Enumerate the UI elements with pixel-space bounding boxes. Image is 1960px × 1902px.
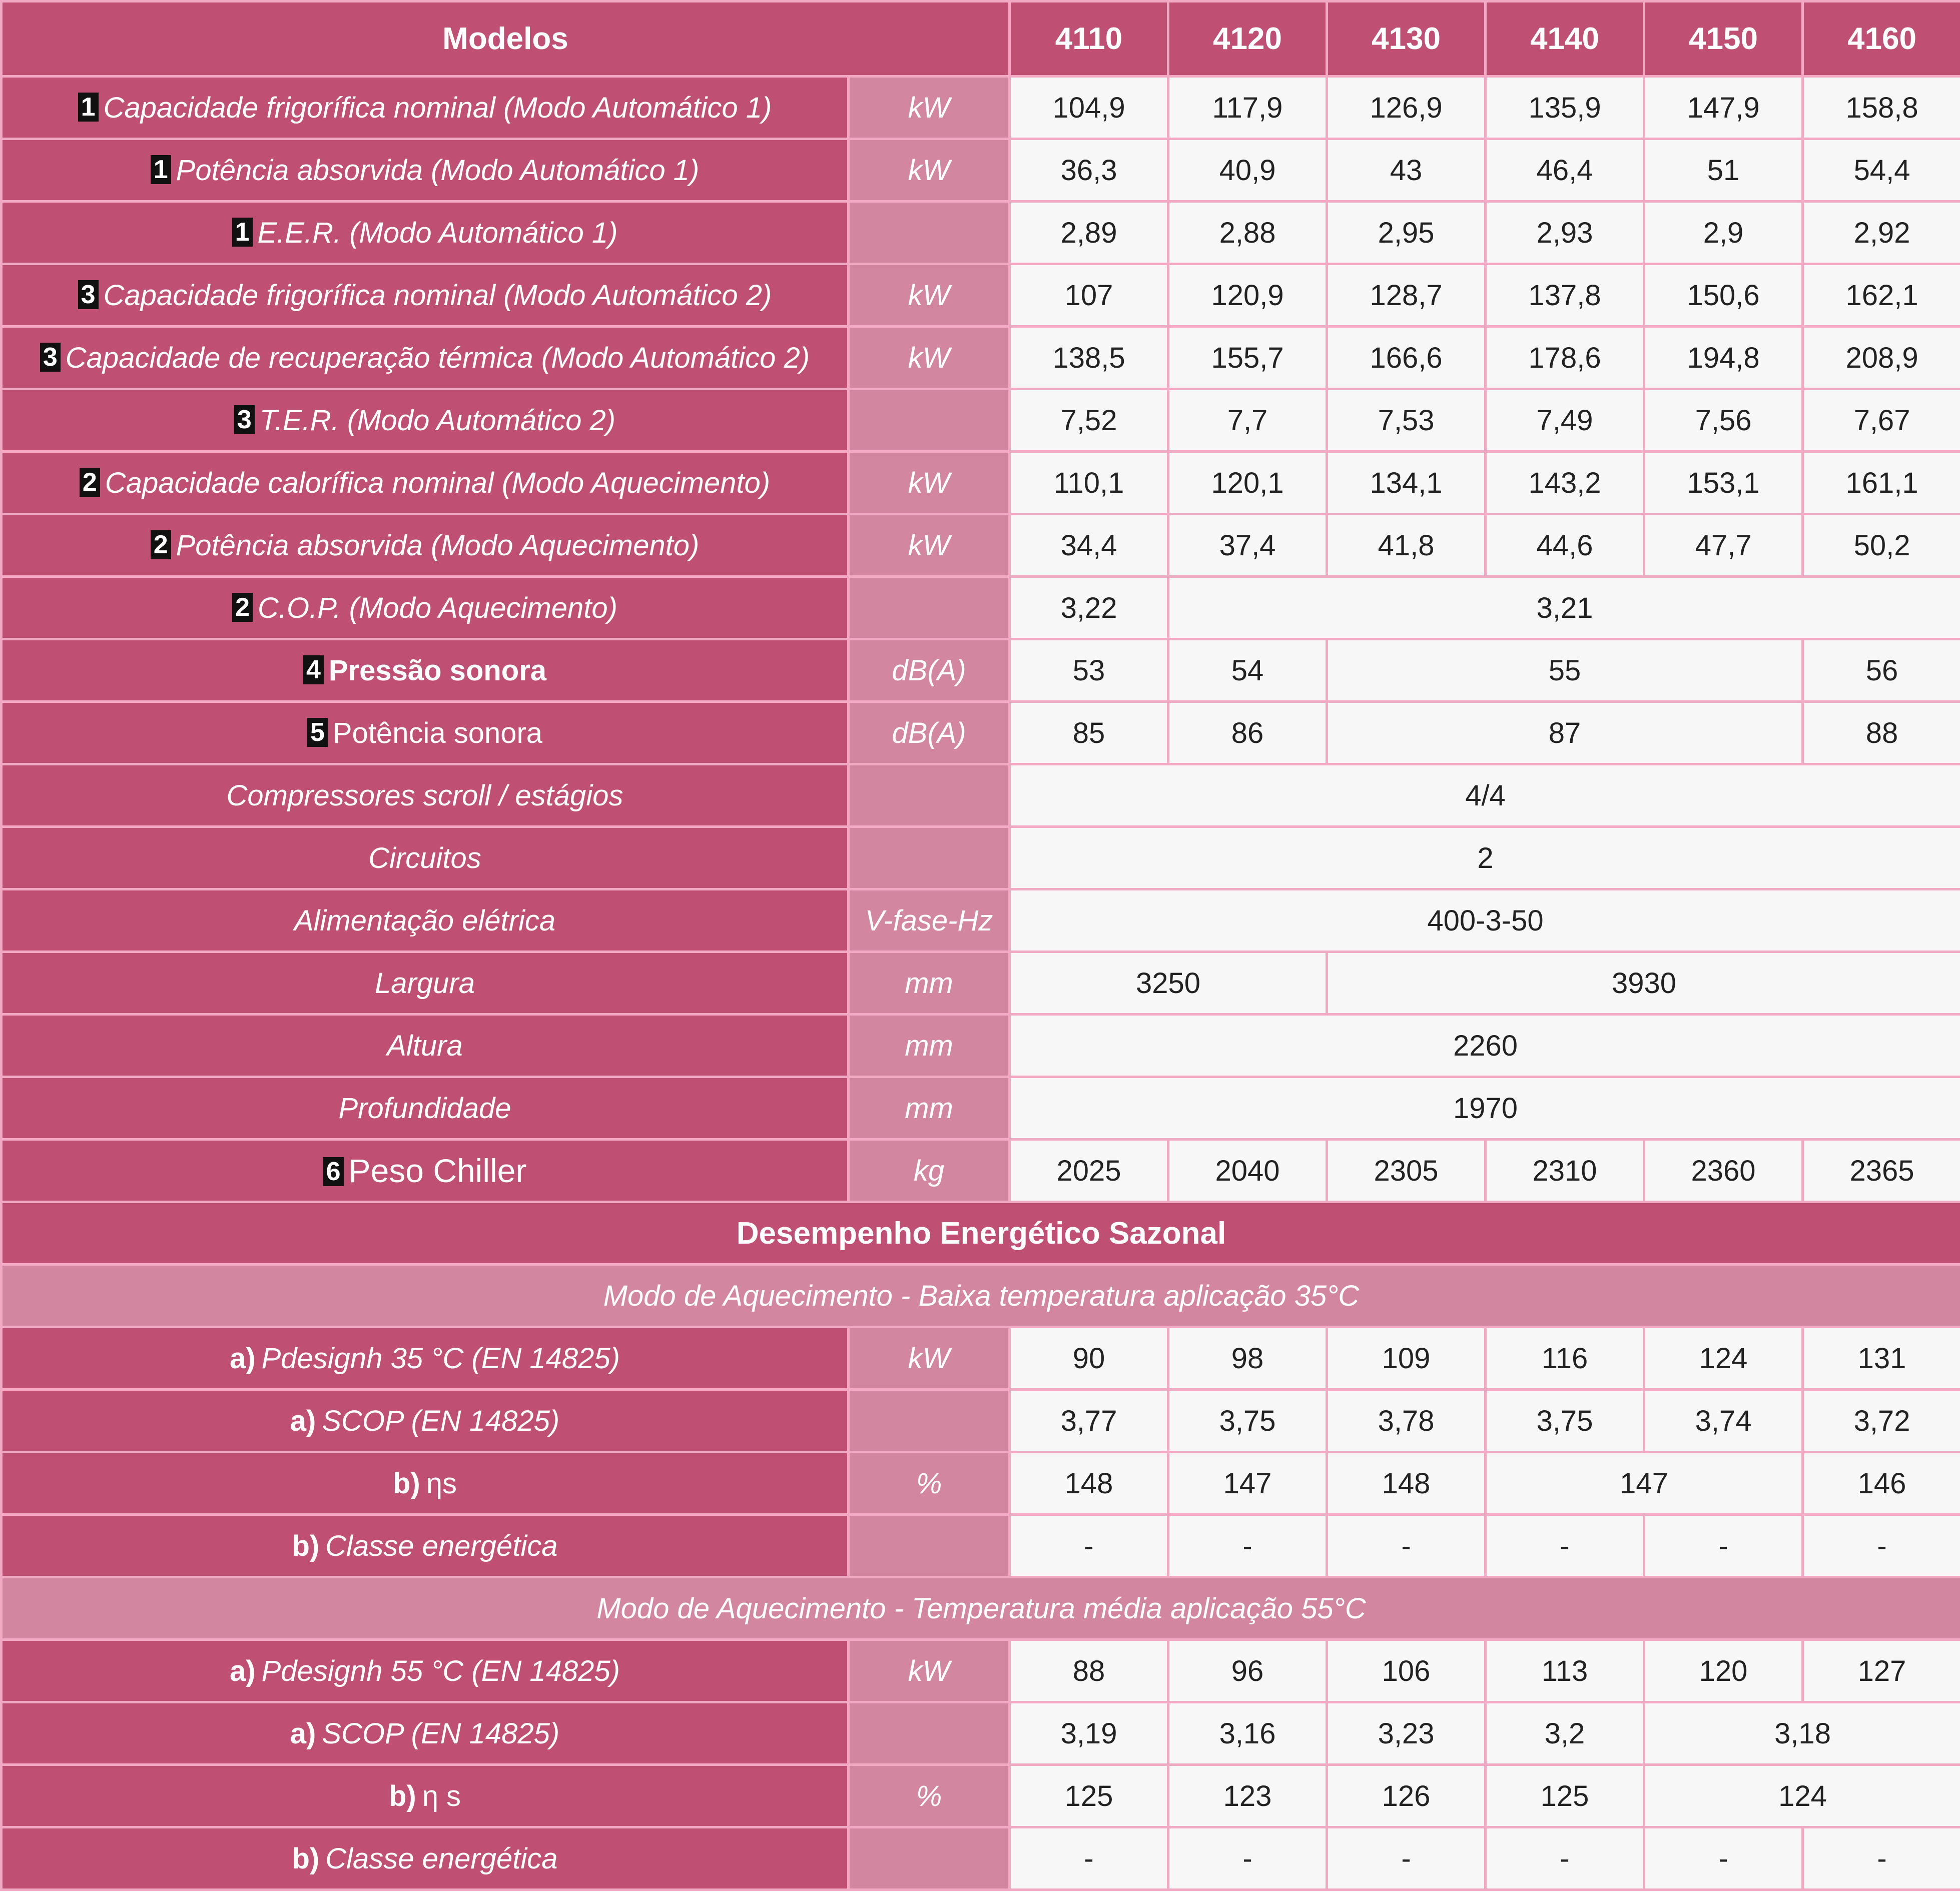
- value-cell: 147: [1168, 1452, 1327, 1515]
- row-label: [2, 1640, 849, 1702]
- value-cell: -: [1486, 1515, 1644, 1577]
- note-badge: 3: [234, 405, 255, 434]
- row-label: [2, 139, 849, 202]
- row-unit: [849, 764, 1010, 827]
- row-unit: mm: [849, 1015, 1010, 1077]
- value-cell: 85: [1010, 702, 1168, 764]
- value-cell: 110,1: [1010, 452, 1168, 514]
- row-label-text: C.O.P. (Modo Aquecimento): [258, 591, 617, 624]
- note-badge: 2: [80, 468, 100, 497]
- note-letter: b): [292, 1529, 320, 1562]
- value-cell: 43: [1327, 139, 1486, 202]
- table-row: [2, 514, 1960, 577]
- value-cell: 2310: [1486, 1140, 1644, 1202]
- row-label-text: Pdesignh 55 °C (EN 14825): [261, 1654, 620, 1687]
- row-label: [2, 1702, 849, 1765]
- value-cell: 2,92: [1803, 202, 1960, 264]
- value-cell: 54,4: [1803, 139, 1960, 202]
- row-label-text: Classe energética: [325, 1529, 558, 1562]
- row-label-text: ηs: [426, 1467, 457, 1500]
- models-header: Modelos: [2, 2, 1010, 77]
- value-cell: 106: [1327, 1640, 1486, 1702]
- row-label-text: Largura: [375, 967, 475, 1000]
- value-cell: 143,2: [1486, 452, 1644, 514]
- value-cell: -: [1168, 1827, 1327, 1890]
- value-cell: 128,7: [1327, 264, 1486, 327]
- table-row: [2, 452, 1960, 514]
- row-unit: dB(A): [849, 639, 1010, 702]
- table-row: [2, 1327, 1960, 1390]
- value-cell: 400-3-50: [1010, 889, 1960, 952]
- row-unit: kg: [849, 1140, 1010, 1202]
- value-cell: 3,23: [1327, 1702, 1486, 1765]
- value-cell: 3250: [1010, 952, 1327, 1015]
- value-cell: 208,9: [1803, 327, 1960, 389]
- value-cell: 41,8: [1327, 514, 1486, 577]
- note-letter: a): [290, 1404, 316, 1437]
- row-label: [2, 389, 849, 452]
- table-row: [2, 889, 1960, 952]
- row-label-text: Potência absorvida (Modo Automático 1): [176, 154, 700, 187]
- value-cell: -: [1486, 1827, 1644, 1890]
- value-cell: 7,56: [1644, 389, 1803, 452]
- value-cell: 4/4: [1010, 764, 1960, 827]
- value-cell: 120,9: [1168, 264, 1327, 327]
- model-header: 4160: [1803, 2, 1960, 77]
- row-label: [2, 1452, 849, 1515]
- table-row: [2, 1140, 1960, 1202]
- value-cell: 3,16: [1168, 1702, 1327, 1765]
- note-letter: b): [392, 1467, 420, 1500]
- value-cell: -: [1803, 1515, 1960, 1577]
- row-label-text: Circuitos: [368, 841, 481, 874]
- note-badge: 4: [303, 655, 324, 684]
- row-label-text: Pressão sonora: [328, 654, 547, 687]
- row-label-text: Altura: [387, 1029, 463, 1062]
- value-cell: 36,3: [1010, 139, 1168, 202]
- row-label: [2, 1015, 849, 1077]
- note-letter: a): [290, 1717, 316, 1750]
- row-label: [2, 577, 849, 639]
- row-unit: dB(A): [849, 702, 1010, 764]
- value-cell: 155,7: [1168, 327, 1327, 389]
- value-cell: 162,1: [1803, 264, 1960, 327]
- value-cell: 50,2: [1803, 514, 1960, 577]
- row-label: [2, 639, 849, 702]
- row-label: [2, 1515, 849, 1577]
- value-cell: 124: [1644, 1327, 1803, 1390]
- value-cell: 131: [1803, 1327, 1960, 1390]
- value-cell: 54: [1168, 639, 1327, 702]
- row-label: [2, 1765, 849, 1827]
- value-cell: 7,49: [1486, 389, 1644, 452]
- value-cell: 3,77: [1010, 1390, 1168, 1452]
- value-cell: 124: [1644, 1765, 1960, 1827]
- value-cell: 134,1: [1327, 452, 1486, 514]
- row-unit: mm: [849, 1077, 1010, 1140]
- model-header: 4130: [1327, 2, 1486, 77]
- value-cell: 2365: [1803, 1140, 1960, 1202]
- value-cell: 123: [1168, 1765, 1327, 1827]
- value-cell: 2360: [1644, 1140, 1803, 1202]
- row-label-text: Capacidade de recuperação térmica (Modo Automático 2): [65, 341, 810, 374]
- table-row: [2, 1390, 1960, 1452]
- row-label: [2, 1827, 849, 1890]
- row-unit: kW: [849, 327, 1010, 389]
- row-unit: kW: [849, 452, 1010, 514]
- value-cell: 147: [1486, 1452, 1803, 1515]
- value-cell: -: [1327, 1827, 1486, 1890]
- table-row: [2, 1077, 1960, 1140]
- value-cell: -: [1010, 1827, 1168, 1890]
- value-cell: 3,72: [1803, 1390, 1960, 1452]
- row-unit: [849, 1390, 1010, 1452]
- row-label: [2, 1077, 849, 1140]
- value-cell: 107: [1010, 264, 1168, 327]
- value-cell: 194,8: [1644, 327, 1803, 389]
- row-label-text: T.E.R. (Modo Automático 2): [259, 404, 616, 437]
- row-unit: [849, 389, 1010, 452]
- row-label-text: Capacidade frigorífica nominal (Modo Automático 1): [103, 91, 772, 124]
- row-label: [2, 952, 849, 1015]
- value-cell: 2,9: [1644, 202, 1803, 264]
- value-cell: 7,53: [1327, 389, 1486, 452]
- note-badge: 3: [78, 280, 99, 309]
- row-label-text: Potência sonora: [332, 716, 543, 749]
- value-cell: 178,6: [1486, 327, 1644, 389]
- table-row: [2, 1515, 1960, 1577]
- note-badge: 6: [323, 1157, 344, 1186]
- row-label: [2, 264, 849, 327]
- value-cell: 135,9: [1486, 77, 1644, 139]
- value-cell: 126,9: [1327, 77, 1486, 139]
- note-badge: 2: [151, 530, 171, 559]
- value-cell: -: [1803, 1827, 1960, 1890]
- value-cell: 7,67: [1803, 389, 1960, 452]
- table-row: [2, 389, 1960, 452]
- row-label-text: E.E.R. (Modo Automático 1): [257, 216, 618, 249]
- row-unit: kW: [849, 139, 1010, 202]
- row-label-text: η s: [422, 1779, 461, 1812]
- row-label-text: Classe energética: [325, 1842, 558, 1875]
- value-cell: 150,6: [1644, 264, 1803, 327]
- table-row: [2, 327, 1960, 389]
- note-badge: 2: [232, 593, 253, 622]
- value-cell: -: [1327, 1515, 1486, 1577]
- section-title: Desempenho Energético Sazonal: [2, 1202, 1960, 1265]
- subsection-title: Modo de Aquecimento - Temperatura média aplicação 55°C: [2, 1577, 1960, 1640]
- header-row: [2, 2, 1960, 77]
- value-cell: 2040: [1168, 1140, 1327, 1202]
- value-cell: 146: [1803, 1452, 1960, 1515]
- table-row: [2, 139, 1960, 202]
- table-row: [2, 1827, 1960, 1890]
- value-cell: -: [1168, 1515, 1327, 1577]
- value-cell: 2305: [1327, 1140, 1486, 1202]
- note-badge: 1: [232, 218, 253, 247]
- value-cell: 7,52: [1010, 389, 1168, 452]
- row-label-text: Capacidade calorífica nominal (Modo Aquecimento): [105, 466, 771, 499]
- note-letter: a): [230, 1342, 256, 1375]
- value-cell: 2025: [1010, 1140, 1168, 1202]
- value-cell: 153,1: [1644, 452, 1803, 514]
- row-label: [2, 889, 849, 952]
- value-cell: 3,18: [1644, 1702, 1960, 1765]
- row-label: [2, 1140, 849, 1202]
- value-cell: 161,1: [1803, 452, 1960, 514]
- value-cell: 3,2: [1486, 1702, 1644, 1765]
- value-cell: 7,7: [1168, 389, 1327, 452]
- value-cell: 98: [1168, 1327, 1327, 1390]
- model-header: 4110: [1010, 2, 1168, 77]
- table-row: [2, 702, 1960, 764]
- table-row: [2, 202, 1960, 264]
- value-cell: 158,8: [1803, 77, 1960, 139]
- value-cell: 34,4: [1010, 514, 1168, 577]
- row-label-text: Compressores scroll / estágios: [226, 779, 623, 812]
- value-cell: 2,95: [1327, 202, 1486, 264]
- row-label: [2, 452, 849, 514]
- value-cell: 3,22: [1010, 577, 1168, 639]
- value-cell: 96: [1168, 1640, 1327, 1702]
- row-label-text: SCOP (EN 14825): [322, 1404, 560, 1437]
- value-cell: 104,9: [1010, 77, 1168, 139]
- note-badge: 1: [78, 93, 99, 122]
- table-row: [2, 577, 1960, 639]
- note-letter: b): [292, 1842, 320, 1875]
- row-label: [2, 77, 849, 139]
- table-row: [2, 264, 1960, 327]
- value-cell: -: [1010, 1515, 1168, 1577]
- value-cell: 2: [1010, 827, 1960, 889]
- value-cell: 44,6: [1486, 514, 1644, 577]
- value-cell: 125: [1010, 1765, 1168, 1827]
- value-cell: 87: [1327, 702, 1803, 764]
- row-unit: mm: [849, 952, 1010, 1015]
- value-cell: 55: [1327, 639, 1803, 702]
- value-cell: -: [1644, 1827, 1803, 1890]
- value-cell: 148: [1327, 1452, 1486, 1515]
- note-letter: a): [230, 1654, 256, 1687]
- subsection-row: [2, 1577, 1960, 1640]
- value-cell: 3,21: [1168, 577, 1960, 639]
- value-cell: 1970: [1010, 1077, 1960, 1140]
- table-row: [2, 1702, 1960, 1765]
- value-cell: 56: [1803, 639, 1960, 702]
- row-label: [2, 702, 849, 764]
- row-unit: kW: [849, 264, 1010, 327]
- value-cell: 88: [1803, 702, 1960, 764]
- table-row: [2, 77, 1960, 139]
- row-label: [2, 827, 849, 889]
- row-unit: [849, 827, 1010, 889]
- value-cell: 2,88: [1168, 202, 1327, 264]
- row-unit: %: [849, 1452, 1010, 1515]
- model-header: 4120: [1168, 2, 1327, 77]
- model-header: 4150: [1644, 2, 1803, 77]
- row-label: [2, 327, 849, 389]
- row-unit: kW: [849, 1327, 1010, 1390]
- note-badge: 3: [40, 343, 61, 372]
- row-label: [2, 1390, 849, 1452]
- row-unit: [849, 577, 1010, 639]
- table-row: [2, 639, 1960, 702]
- value-cell: 120,1: [1168, 452, 1327, 514]
- value-cell: 3930: [1327, 952, 1960, 1015]
- model-header: 4140: [1486, 2, 1644, 77]
- row-label-text: Pdesignh 35 °C (EN 14825): [261, 1342, 620, 1375]
- note-letter: b): [388, 1779, 416, 1812]
- value-cell: 2260: [1010, 1015, 1960, 1077]
- row-label: [2, 764, 849, 827]
- table-row: [2, 1452, 1960, 1515]
- row-label-text: Alimentação elétrica: [294, 904, 556, 937]
- value-cell: 51: [1644, 139, 1803, 202]
- value-cell: 137,8: [1486, 264, 1644, 327]
- row-label-text: Potência absorvida (Modo Aquecimento): [176, 529, 700, 562]
- value-cell: 37,4: [1168, 514, 1327, 577]
- value-cell: 90: [1010, 1327, 1168, 1390]
- value-cell: 117,9: [1168, 77, 1327, 139]
- value-cell: 40,9: [1168, 139, 1327, 202]
- row-unit: kW: [849, 514, 1010, 577]
- value-cell: 127: [1803, 1640, 1960, 1702]
- value-cell: 125: [1486, 1765, 1644, 1827]
- value-cell: 148: [1010, 1452, 1168, 1515]
- table-row: [2, 952, 1960, 1015]
- row-unit: kW: [849, 77, 1010, 139]
- value-cell: 3,75: [1168, 1390, 1327, 1452]
- value-cell: 126: [1327, 1765, 1486, 1827]
- row-unit: %: [849, 1765, 1010, 1827]
- table-row: [2, 1765, 1960, 1827]
- value-cell: 2,93: [1486, 202, 1644, 264]
- value-cell: 120: [1644, 1640, 1803, 1702]
- row-label-text: Capacidade frigorífica nominal (Modo Automático 2): [103, 279, 772, 312]
- value-cell: -: [1644, 1515, 1803, 1577]
- table-row: [2, 764, 1960, 827]
- row-unit: [849, 1827, 1010, 1890]
- value-cell: 109: [1327, 1327, 1486, 1390]
- row-unit: V-fase-Hz: [849, 889, 1010, 952]
- value-cell: 3,74: [1644, 1390, 1803, 1452]
- row-unit: kW: [849, 1640, 1010, 1702]
- note-badge: 1: [151, 155, 171, 184]
- row-label-text: Profundidade: [338, 1092, 511, 1125]
- table-row: [2, 1015, 1960, 1077]
- row-label: [2, 514, 849, 577]
- row-unit: [849, 1702, 1010, 1765]
- subsection-row: [2, 1265, 1960, 1327]
- note-badge: 5: [307, 718, 328, 747]
- value-cell: 3,78: [1327, 1390, 1486, 1452]
- value-cell: 46,4: [1486, 139, 1644, 202]
- value-cell: 138,5: [1010, 327, 1168, 389]
- value-cell: 86: [1168, 702, 1327, 764]
- row-unit: [849, 1515, 1010, 1577]
- table-row: [2, 827, 1960, 889]
- value-cell: 88: [1010, 1640, 1168, 1702]
- row-label-text: SCOP (EN 14825): [322, 1717, 560, 1750]
- value-cell: 47,7: [1644, 514, 1803, 577]
- section-row: [2, 1202, 1960, 1265]
- value-cell: 2,89: [1010, 202, 1168, 264]
- value-cell: 116: [1486, 1327, 1644, 1390]
- value-cell: 3,19: [1010, 1702, 1168, 1765]
- table-row: [2, 1640, 1960, 1702]
- row-label: [2, 202, 849, 264]
- value-cell: 166,6: [1327, 327, 1486, 389]
- row-label: [2, 1327, 849, 1390]
- subsection-title: Modo de Aquecimento - Baixa temperatura aplicação 35°C: [2, 1265, 1960, 1327]
- row-unit: [849, 202, 1010, 264]
- row-label-text: Peso Chiller: [348, 1152, 527, 1189]
- value-cell: 3,75: [1486, 1390, 1644, 1452]
- value-cell: 53: [1010, 639, 1168, 702]
- value-cell: 113: [1486, 1640, 1644, 1702]
- value-cell: 147,9: [1644, 77, 1803, 139]
